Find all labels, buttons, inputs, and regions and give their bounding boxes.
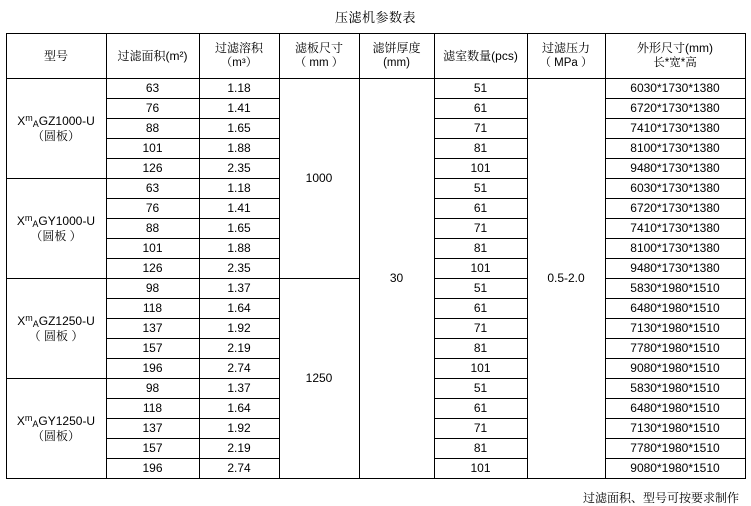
cell-filter-volume: 1.37 bbox=[199, 279, 279, 299]
cell-dimensions: 7410*1730*1380 bbox=[605, 119, 745, 139]
cell-chamber-count: 61 bbox=[434, 399, 527, 419]
model-subtitle: （圆板 ） bbox=[30, 228, 82, 243]
header-plate-size-label: 滤板尺寸 bbox=[294, 41, 343, 56]
cell-chamber-count: 101 bbox=[434, 459, 527, 479]
model-name: $X^m_AGY1250-U$ bbox=[16, 412, 96, 429]
cell-filter-area: 196 bbox=[106, 359, 199, 379]
header-filter-volume-unit: （m³） bbox=[220, 57, 258, 70]
cell-filter-area: 88 bbox=[106, 119, 199, 139]
cell-chamber-count: 61 bbox=[434, 299, 527, 319]
cell-filter-area: 118 bbox=[106, 299, 199, 319]
cell-filter-volume: 2.19 bbox=[199, 339, 279, 359]
header-dimensions-sub: 长*宽*高 bbox=[653, 57, 697, 70]
cell-chamber-count: 71 bbox=[434, 419, 527, 439]
cell-filter-area: 63 bbox=[106, 79, 199, 99]
header-chamber-count bbox=[434, 34, 527, 79]
cell-chamber-count: 71 bbox=[434, 119, 527, 139]
footnote: 过滤面积、型号可按要求制作 bbox=[582, 491, 739, 505]
table-body bbox=[6, 79, 745, 479]
cell-dimensions: 7780*1980*1510 bbox=[605, 339, 745, 359]
cell-dimensions: 9080*1980*1510 bbox=[605, 459, 745, 479]
cell-filter-volume: 1.65 bbox=[199, 119, 279, 139]
model-name: $X^m_AGZ1250-U$ bbox=[17, 312, 95, 329]
specification-table bbox=[6, 33, 746, 479]
cell-chamber-count: 61 bbox=[434, 99, 527, 119]
cell-filter-area: 157 bbox=[106, 439, 199, 459]
cell-chamber-count: 51 bbox=[434, 179, 527, 199]
cell-filter-area: 196 bbox=[106, 459, 199, 479]
cell-dimensions: 6030*1730*1380 bbox=[605, 179, 745, 199]
cell-filter-volume: 2.74 bbox=[199, 459, 279, 479]
cell-dimensions: 6030*1730*1380 bbox=[605, 79, 745, 99]
cell-filter-volume: 2.74 bbox=[199, 359, 279, 379]
cell-filter-area: 137 bbox=[106, 319, 199, 339]
header-model bbox=[6, 34, 106, 79]
page-title: 压滤机参数表 bbox=[334, 10, 416, 25]
header-model-label: 型号 bbox=[43, 48, 68, 63]
header-filter-pressure-unit: （ MPa ） bbox=[539, 57, 593, 70]
cell-chamber-count: 81 bbox=[434, 439, 527, 459]
cell-filter-area: 98 bbox=[106, 279, 199, 299]
cell-chamber-count: 61 bbox=[434, 199, 527, 219]
cell-dimensions: 9480*1730*1380 bbox=[605, 259, 745, 279]
cell-dimensions: 9080*1980*1510 bbox=[605, 359, 745, 379]
header-filter-area-label: 过滤面积(m²) bbox=[117, 48, 188, 63]
cell-filter-area: 76 bbox=[106, 99, 199, 119]
table-header bbox=[6, 34, 745, 79]
cell-plate-size: 1000 bbox=[279, 79, 359, 279]
cell-filter-volume: 1.88 bbox=[199, 239, 279, 259]
cell-chamber-count: 51 bbox=[434, 79, 527, 99]
model-cell bbox=[6, 79, 106, 179]
cell-dimensions: 6480*1980*1510 bbox=[605, 399, 745, 419]
header-filter-area bbox=[106, 34, 199, 79]
cell-filter-area: 101 bbox=[106, 139, 199, 159]
cell-dimensions: 7130*1980*1510 bbox=[605, 319, 745, 339]
header-cake-thickness-label: 滤饼厚度 bbox=[372, 41, 421, 56]
cell-filter-volume: 2.19 bbox=[199, 439, 279, 459]
cell-filter-volume: 1.18 bbox=[199, 179, 279, 199]
cell-filter-volume: 1.37 bbox=[199, 379, 279, 399]
cell-filter-volume: 1.64 bbox=[199, 299, 279, 319]
header-filter-volume bbox=[199, 34, 279, 79]
cell-filter-pressure: 0.5-2.0 bbox=[527, 79, 605, 479]
header-plate-size bbox=[279, 34, 359, 79]
model-cell bbox=[6, 279, 106, 379]
cell-filter-volume: 1.65 bbox=[199, 219, 279, 239]
cell-dimensions: 7410*1730*1380 bbox=[605, 219, 745, 239]
cell-chamber-count: 101 bbox=[434, 359, 527, 379]
cell-dimensions: 7780*1980*1510 bbox=[605, 439, 745, 459]
cell-dimensions: 6720*1730*1380 bbox=[605, 99, 745, 119]
cell-filter-volume: 1.92 bbox=[199, 419, 279, 439]
cell-filter-area: 63 bbox=[106, 179, 199, 199]
cell-chamber-count: 81 bbox=[434, 339, 527, 359]
cell-filter-volume: 1.88 bbox=[199, 139, 279, 159]
cell-filter-area: 101 bbox=[106, 239, 199, 259]
header-cake-thickness-unit: (mm) bbox=[383, 57, 410, 70]
cell-chamber-count: 81 bbox=[434, 139, 527, 159]
cell-filter-volume: 2.35 bbox=[199, 259, 279, 279]
header-row bbox=[6, 34, 745, 79]
cell-dimensions: 8100*1730*1380 bbox=[605, 239, 745, 259]
cell-filter-volume: 1.41 bbox=[199, 99, 279, 119]
cell-filter-area: 88 bbox=[106, 219, 199, 239]
cell-filter-volume: 1.92 bbox=[199, 319, 279, 339]
header-cake-thickness bbox=[359, 34, 434, 79]
cell-chamber-count: 51 bbox=[434, 379, 527, 399]
header-dimensions-label: 外形尺寸(mm) bbox=[637, 41, 713, 56]
cell-cake-thickness: 30 bbox=[359, 79, 434, 479]
cell-chamber-count: 101 bbox=[434, 159, 527, 179]
cell-chamber-count: 71 bbox=[434, 219, 527, 239]
header-plate-size-unit: （ mm ） bbox=[294, 57, 344, 70]
model-name: $X^m_AGZ1000-U$ bbox=[17, 112, 95, 129]
cell-dimensions: 6720*1730*1380 bbox=[605, 199, 745, 219]
model-subtitle: （圆板） bbox=[31, 128, 80, 143]
cell-dimensions: 5830*1980*1510 bbox=[605, 279, 745, 299]
cell-chamber-count: 101 bbox=[434, 259, 527, 279]
model-name: $X^m_AGY1000-U$ bbox=[16, 212, 96, 229]
cell-filter-volume: 2.35 bbox=[199, 159, 279, 179]
header-filter-pressure-label: 过滤压力 bbox=[541, 41, 590, 56]
model-subtitle: （ 圆板 ） bbox=[28, 328, 84, 343]
cell-filter-area: 126 bbox=[106, 159, 199, 179]
header-filter-volume-label: 过滤溶积 bbox=[214, 41, 263, 56]
cell-filter-area: 157 bbox=[106, 339, 199, 359]
model-cell bbox=[6, 379, 106, 479]
cell-chamber-count: 71 bbox=[434, 319, 527, 339]
cell-dimensions: 5830*1980*1510 bbox=[605, 379, 745, 399]
cell-filter-area: 98 bbox=[106, 379, 199, 399]
header-filter-pressure bbox=[527, 34, 605, 79]
cell-filter-volume: 1.41 bbox=[199, 199, 279, 219]
model-subtitle: （圆板） bbox=[31, 428, 80, 443]
cell-dimensions: 6480*1980*1510 bbox=[605, 299, 745, 319]
cell-filter-area: 137 bbox=[106, 419, 199, 439]
cell-dimensions: 7130*1980*1510 bbox=[605, 419, 745, 439]
cell-chamber-count: 51 bbox=[434, 279, 527, 299]
cell-filter-area: 118 bbox=[106, 399, 199, 419]
cell-filter-volume: 1.64 bbox=[199, 399, 279, 419]
cell-filter-area: 126 bbox=[106, 259, 199, 279]
model-cell bbox=[6, 179, 106, 279]
header-chamber-count-label: 滤室数量(pcs) bbox=[443, 48, 518, 63]
cell-plate-size: 1250 bbox=[279, 279, 359, 479]
header-dimensions bbox=[605, 34, 745, 79]
cell-dimensions: 9480*1730*1380 bbox=[605, 159, 745, 179]
cell-filter-volume: 1.18 bbox=[199, 79, 279, 99]
cell-dimensions: 8100*1730*1380 bbox=[605, 139, 745, 159]
cell-chamber-count: 81 bbox=[434, 239, 527, 259]
cell-filter-area: 76 bbox=[106, 199, 199, 219]
table-row bbox=[6, 79, 745, 99]
